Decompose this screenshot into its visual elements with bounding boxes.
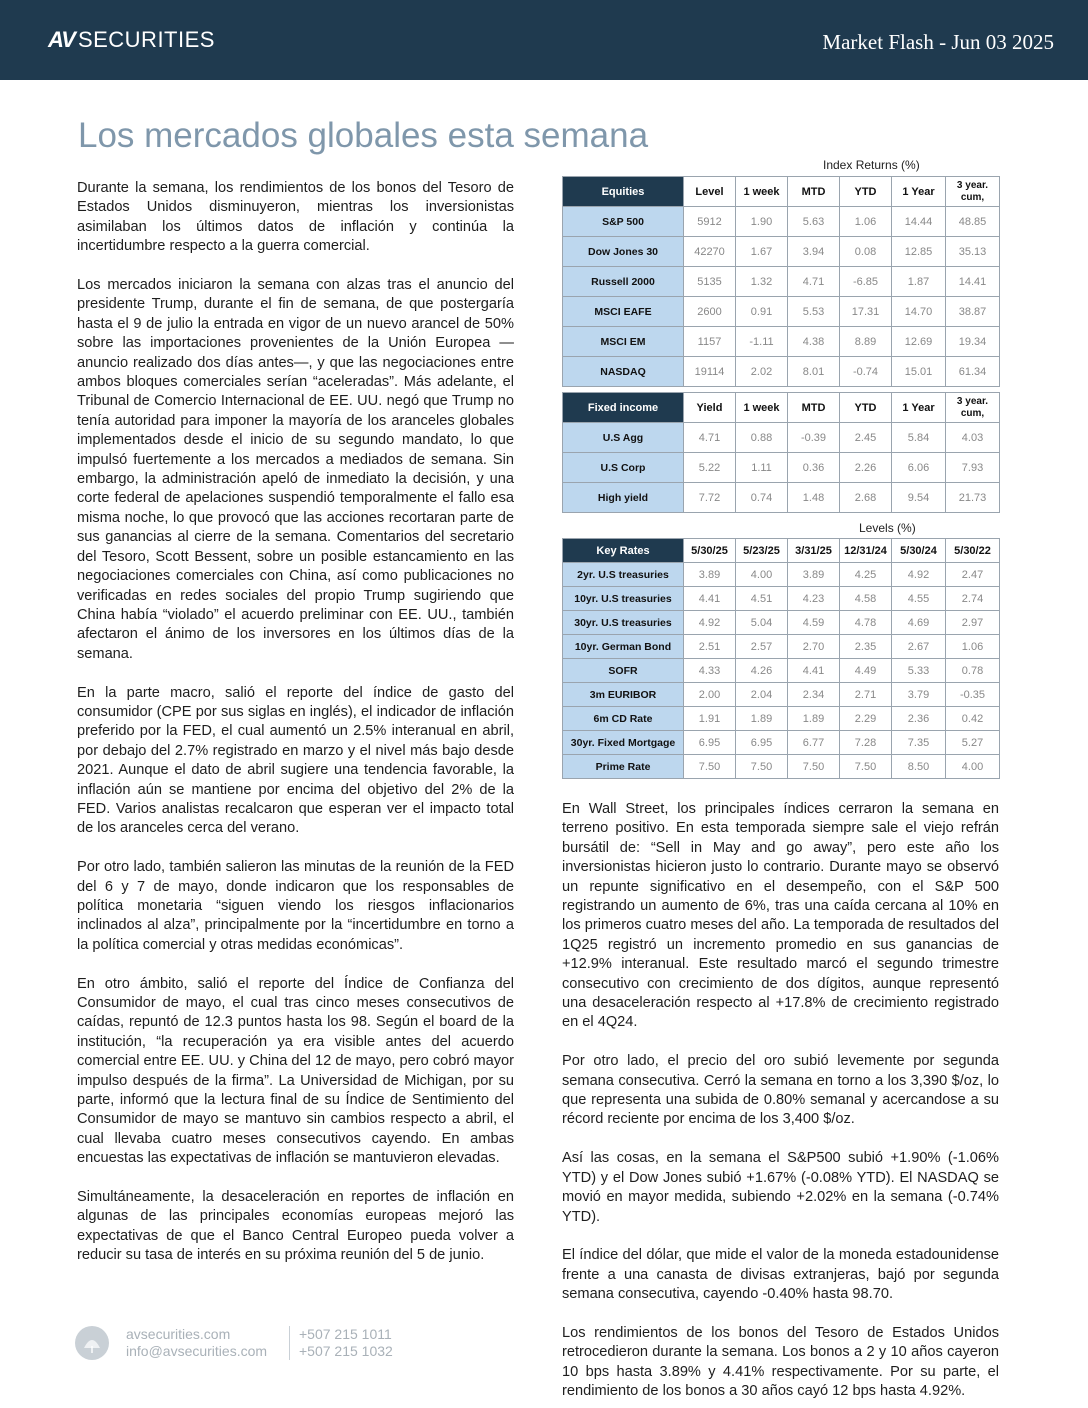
value-cell: 19.34 bbox=[946, 327, 1000, 357]
value-cell: 5.33 bbox=[892, 659, 946, 683]
page-title: Los mercados globales esta semana bbox=[78, 116, 649, 155]
table-row bbox=[563, 483, 1000, 513]
logo-mark: AV bbox=[48, 27, 75, 52]
value-cell: 5912 bbox=[684, 207, 736, 237]
row-label-cell: 10yr. German Bond bbox=[563, 635, 684, 659]
value-cell: 2.34 bbox=[788, 683, 840, 707]
table-row bbox=[563, 327, 1000, 357]
left-text-column bbox=[77, 179, 514, 1285]
value-cell: 6.95 bbox=[736, 731, 788, 755]
value-cell: 2600 bbox=[684, 297, 736, 327]
row-label-cell: 3m EURIBOR bbox=[563, 683, 684, 707]
value-cell: 5135 bbox=[684, 267, 736, 297]
row-label-cell: 6m CD Rate bbox=[563, 707, 684, 731]
row-label-cell: 30yr. U.S treasuries bbox=[563, 611, 684, 635]
value-cell: 5.63 bbox=[788, 207, 840, 237]
value-cell: 0.08 bbox=[840, 237, 892, 267]
table-header-cell: 12/31/24 bbox=[840, 539, 892, 563]
right-text-column bbox=[562, 800, 999, 1408]
value-cell: 42270 bbox=[684, 237, 736, 267]
paragraph: Simultáneamente, la desaceleración en reportes de inflación en algunas de las principales economías europeas mejoró las expectativas de que el Banco Central Europeo pueda volver a reducir su tasa de interés en su próxima reunión del 5 de junio. bbox=[77, 1189, 514, 1264]
value-cell: 4.49 bbox=[840, 659, 892, 683]
value-cell: 4.03 bbox=[946, 423, 1000, 453]
index-returns-caption: Index Returns (%) bbox=[823, 158, 920, 172]
value-cell: 2.57 bbox=[736, 635, 788, 659]
value-cell: 5.53 bbox=[788, 297, 840, 327]
value-cell: 2.74 bbox=[946, 587, 1000, 611]
table-header-cell: 1 Year bbox=[892, 177, 946, 207]
value-cell: 21.73 bbox=[946, 483, 1000, 513]
table-row bbox=[563, 297, 1000, 327]
paragraph: Por otro lado, también salieron las minutas de la reunión de la FED del 6 y 7 de mayo, donde indicaron que los responsables de política monetaria “siguen viendo los riesgos inflacionarios inclinados al alza”, principalmente por la “incertidumbre en torno a la política comercial y otras medidas económicas”. bbox=[77, 859, 514, 953]
row-label-cell: 2yr. U.S treasuries bbox=[563, 563, 684, 587]
value-cell: 1.32 bbox=[736, 267, 788, 297]
table-header-cell: 1 week bbox=[736, 177, 788, 207]
value-cell: 7.50 bbox=[840, 755, 892, 779]
footer-divider bbox=[289, 1326, 290, 1360]
footer-logo-icon bbox=[75, 1326, 109, 1360]
value-cell: 7.72 bbox=[684, 483, 736, 513]
value-cell: 8.01 bbox=[788, 357, 840, 387]
value-cell: 0.91 bbox=[736, 297, 788, 327]
table-row bbox=[563, 611, 1000, 635]
table-row bbox=[563, 659, 1000, 683]
footer-contact-web bbox=[126, 1326, 267, 1360]
paragraph: El índice del dólar, que mide el valor de la moneda estadounidense frente a una canasta de divisas extranjeras, bajó por segunda semana consecutiva, cayendo -0.40% hasta 98.70. bbox=[562, 1247, 999, 1303]
table-row bbox=[563, 423, 1000, 453]
table-header-cell: MTD bbox=[788, 393, 840, 423]
value-cell: 14.44 bbox=[892, 207, 946, 237]
table-header-cell: 1 week bbox=[736, 393, 788, 423]
value-cell: 0.88 bbox=[736, 423, 788, 453]
paragraph: En otro ámbito, salió el reporte del Índice de Confianza del Consumidor de mayo, el cual tras cinco meses consecutivos de caídas, repuntó de 12.3 puntos hasta los 98. Según el board de la institución, “la recuperación ya era visible antes del acuerdo comercial entre EE. UU. y China del 12 de mayo, pero cobró mayor impulso después de la firma”. La Universidad de Michigan, por su parte, informó que la lectura final de su Índice de Sentimiento del Consumidor de mayo se mantuvo sin cambios respecto a abril, el cual llevaba cuatro meses consecutivos cayendo. En ambas encuestas las expectativas de inflación se mantuvieron elevadas. bbox=[77, 975, 514, 1167]
value-cell: 2.04 bbox=[736, 683, 788, 707]
header-bar bbox=[0, 0, 1088, 80]
value-cell: 2.68 bbox=[840, 483, 892, 513]
value-cell: 14.70 bbox=[892, 297, 946, 327]
table-header-cell: 5/30/22 bbox=[946, 539, 1000, 563]
table-header-cell: Yield bbox=[684, 393, 736, 423]
table-header-cell: 3/31/25 bbox=[788, 539, 840, 563]
value-cell: 4.41 bbox=[684, 587, 736, 611]
value-cell: 7.50 bbox=[684, 755, 736, 779]
value-cell: 4.92 bbox=[684, 611, 736, 635]
value-cell: 8.50 bbox=[892, 755, 946, 779]
value-cell: 4.51 bbox=[736, 587, 788, 611]
value-cell: 1.11 bbox=[736, 453, 788, 483]
row-label-cell: 30yr. Fixed Mortgage bbox=[563, 731, 684, 755]
value-cell: 35.13 bbox=[946, 237, 1000, 267]
table-header-cell: 5/30/24 bbox=[892, 539, 946, 563]
value-cell: 1.06 bbox=[840, 207, 892, 237]
footer-contact-phone bbox=[299, 1326, 393, 1360]
table-header-cell: Level bbox=[684, 177, 736, 207]
value-cell: 4.33 bbox=[684, 659, 736, 683]
value-cell: 0.78 bbox=[946, 659, 1000, 683]
table-row bbox=[563, 267, 1000, 297]
value-cell: 4.78 bbox=[840, 611, 892, 635]
value-cell: 4.55 bbox=[892, 587, 946, 611]
table-row bbox=[563, 707, 1000, 731]
value-cell: 1.91 bbox=[684, 707, 736, 731]
value-cell: -6.85 bbox=[840, 267, 892, 297]
value-cell: 2.26 bbox=[840, 453, 892, 483]
value-cell: 1.67 bbox=[736, 237, 788, 267]
value-cell: 2.70 bbox=[788, 635, 840, 659]
value-cell: 4.25 bbox=[840, 563, 892, 587]
row-label-cell: NASDAQ bbox=[563, 357, 684, 387]
value-cell: 14.41 bbox=[946, 267, 1000, 297]
table-header-cell: 3 year. cum, bbox=[946, 393, 1000, 423]
value-cell: 4.41 bbox=[788, 659, 840, 683]
row-label-cell: 10yr. U.S treasuries bbox=[563, 587, 684, 611]
value-cell: 2.47 bbox=[946, 563, 1000, 587]
levels-caption: Levels (%) bbox=[859, 521, 916, 535]
value-cell: 15.01 bbox=[892, 357, 946, 387]
value-cell: 3.89 bbox=[788, 563, 840, 587]
table-row bbox=[563, 755, 1000, 779]
value-cell: -1.11 bbox=[736, 327, 788, 357]
value-cell: 1.89 bbox=[736, 707, 788, 731]
table-header-cell: 1 Year bbox=[892, 393, 946, 423]
value-cell: 3.89 bbox=[684, 563, 736, 587]
value-cell: 3.79 bbox=[892, 683, 946, 707]
value-cell: 7.35 bbox=[892, 731, 946, 755]
value-cell: 1157 bbox=[684, 327, 736, 357]
tree-icon bbox=[75, 1326, 109, 1360]
table-row bbox=[563, 453, 1000, 483]
value-cell: 7.93 bbox=[946, 453, 1000, 483]
table-row bbox=[563, 635, 1000, 659]
paragraph: En Wall Street, los principales índices cerraron la semana en terreno positivo. En esta temporada siempre sale el viejo refrán bursátil de: “Sell in May and go away”, pero este año los inversionistas hicieron justo lo contrario. Durante mayo se observó un repunte significativo en el desempeño, con el S&P 500 registrando un aumento de 6%, tras una caída cercana al 10% en los primeros cuatro meses del año. La temporada de resultados del 1Q25 registró un incremento promedio en sus ganancias de +12.9% interanual. Este resultado marcó el segundo trimestre consecutivo con crecimiento de dos dígitos, aunque representó una desaceleración respecto al +17.8% de crecimiento registrado en el 4Q24. bbox=[562, 801, 999, 1031]
value-cell: 4.00 bbox=[946, 755, 1000, 779]
value-cell: 5.84 bbox=[892, 423, 946, 453]
equities-table bbox=[562, 176, 1000, 387]
paragraph: Durante la semana, los rendimientos de los bonos del Tesoro de Estados Unidos disminuyeron, mientras los inversionistas asimilaban los últimos datos de inflación y continúa la incertidumbre respecto a la guerra comercial. bbox=[77, 180, 514, 255]
value-cell: 4.26 bbox=[736, 659, 788, 683]
table-header-cell: 5/23/25 bbox=[736, 539, 788, 563]
value-cell: 3.94 bbox=[788, 237, 840, 267]
logo-text: SECURITIES bbox=[77, 27, 215, 52]
table-row bbox=[563, 587, 1000, 611]
table-row bbox=[563, 207, 1000, 237]
value-cell: 2.51 bbox=[684, 635, 736, 659]
value-cell: 9.54 bbox=[892, 483, 946, 513]
value-cell: 7.50 bbox=[736, 755, 788, 779]
table-header-cell: 3 year. cum, bbox=[946, 177, 1000, 207]
value-cell: 2.00 bbox=[684, 683, 736, 707]
value-cell: 1.87 bbox=[892, 267, 946, 297]
table-row bbox=[563, 563, 1000, 587]
footer-email-link[interactable]: info@avsecurities.com bbox=[126, 1343, 268, 1359]
value-cell: 1.48 bbox=[788, 483, 840, 513]
fixed-income-table bbox=[562, 392, 1000, 513]
value-cell: 6.77 bbox=[788, 731, 840, 755]
value-cell: -0.35 bbox=[946, 683, 1000, 707]
paragraph: Por otro lado, el precio del oro subió levemente por segunda semana consecutiva. Cerró la semana en torno a los 3,390 $/oz, lo que representa una subida de 0.80% semanal y acercandose a su récord reciente por encima de los 3,400 $/oz. bbox=[562, 1053, 999, 1128]
value-cell: 4.58 bbox=[840, 587, 892, 611]
table-header-cell: Equities bbox=[563, 177, 684, 207]
table-header-cell: 5/30/25 bbox=[684, 539, 736, 563]
value-cell: 2.45 bbox=[840, 423, 892, 453]
table-header-cell: Key Rates bbox=[563, 539, 684, 563]
value-cell: 4.59 bbox=[788, 611, 840, 635]
table-header-cell: YTD bbox=[840, 177, 892, 207]
table-row bbox=[563, 683, 1000, 707]
value-cell: 1.90 bbox=[736, 207, 788, 237]
value-cell: 2.71 bbox=[840, 683, 892, 707]
value-cell: 2.97 bbox=[946, 611, 1000, 635]
value-cell: 2.35 bbox=[840, 635, 892, 659]
market-flash-date: Market Flash - Jun 03 2025 bbox=[822, 30, 1054, 54]
table-row bbox=[563, 237, 1000, 267]
value-cell: -0.74 bbox=[840, 357, 892, 387]
paragraph: Los rendimientos de los bonos del Tesoro de Estados Unidos retrocedieron durante la semana. Los bonos a 2 y 10 años cayeron 10 bps hasta 3.89% y 4.41% respectivamente. Por su parte, el rendimiento de los bonos a 30 años cayó 12 bps hasta 4.92%. bbox=[562, 1324, 999, 1400]
paragraph: En la parte macro, salió el reporte del índice de gasto del consumidor (CPE por sus siglas en inglés), el indicador de inflación preferido por la FED, el cual aumentó un 2.5% interanual en abril, por debajo del 2.7% registrado en marzo y el nivel más bajo desde 2021. Aunque el dato de abril sugiere una tendencia favorable, la inflación aún se mantiene por encima del objetivo del 2% de la FED. Varios analistas recalcaron que esperan ver el impacto total de los aranceles cerca del verano. bbox=[77, 684, 514, 837]
table-row bbox=[563, 357, 1000, 387]
value-cell: 0.42 bbox=[946, 707, 1000, 731]
table-header-cell: YTD bbox=[840, 393, 892, 423]
row-label-cell: Russell 2000 bbox=[563, 267, 684, 297]
value-cell: 2.02 bbox=[736, 357, 788, 387]
value-cell: 5.27 bbox=[946, 731, 1000, 755]
value-cell: 0.36 bbox=[788, 453, 840, 483]
company-logo bbox=[48, 27, 215, 53]
value-cell: 4.23 bbox=[788, 587, 840, 611]
footer-phone-2: +507 215 1032 bbox=[299, 1343, 393, 1359]
value-cell: 12.85 bbox=[892, 237, 946, 267]
value-cell: 4.38 bbox=[788, 327, 840, 357]
value-cell: 6.06 bbox=[892, 453, 946, 483]
key-rates-table bbox=[562, 538, 1000, 779]
value-cell: 2.67 bbox=[892, 635, 946, 659]
value-cell: 1.89 bbox=[788, 707, 840, 731]
value-cell: 5.04 bbox=[736, 611, 788, 635]
value-cell: 0.74 bbox=[736, 483, 788, 513]
value-cell: 7.50 bbox=[788, 755, 840, 779]
row-label-cell: S&P 500 bbox=[563, 207, 684, 237]
value-cell: 12.69 bbox=[892, 327, 946, 357]
table-header-cell: Fixed income bbox=[563, 393, 684, 423]
value-cell: 2.29 bbox=[840, 707, 892, 731]
row-label-cell: Dow Jones 30 bbox=[563, 237, 684, 267]
row-label-cell: MSCI EAFE bbox=[563, 297, 684, 327]
value-cell: 8.89 bbox=[840, 327, 892, 357]
value-cell: 17.31 bbox=[840, 297, 892, 327]
value-cell: 5.22 bbox=[684, 453, 736, 483]
value-cell: 1.06 bbox=[946, 635, 1000, 659]
row-label-cell: U.S Corp bbox=[563, 453, 684, 483]
value-cell: 2.36 bbox=[892, 707, 946, 731]
row-label-cell: MSCI EM bbox=[563, 327, 684, 357]
value-cell: 61.34 bbox=[946, 357, 1000, 387]
value-cell: 4.69 bbox=[892, 611, 946, 635]
row-label-cell: High yield bbox=[563, 483, 684, 513]
key-rates-header-row bbox=[563, 539, 1000, 563]
paragraph: Así las cosas, en la semana el S&P500 subió +1.90% (-1.06% YTD) y el Dow Jones subió +1.67% (-0.08% YTD). El NASDAQ se movió en mayor medida, subiendo +2.02% en la semana (-0.74% YTD). bbox=[562, 1150, 999, 1225]
value-cell: 19114 bbox=[684, 357, 736, 387]
fixed-income-header-row bbox=[563, 393, 1000, 423]
value-cell: 48.85 bbox=[946, 207, 1000, 237]
value-cell: 4.71 bbox=[788, 267, 840, 297]
row-label-cell: U.S Agg bbox=[563, 423, 684, 453]
row-label-cell: Prime Rate bbox=[563, 755, 684, 779]
value-cell: 7.28 bbox=[840, 731, 892, 755]
table-header-cell: MTD bbox=[788, 177, 840, 207]
value-cell: 4.00 bbox=[736, 563, 788, 587]
footer-website-link[interactable]: avsecurities.com bbox=[126, 1326, 231, 1342]
value-cell: -0.39 bbox=[788, 423, 840, 453]
value-cell: 38.87 bbox=[946, 297, 1000, 327]
equities-header-row bbox=[563, 177, 1000, 207]
table-row bbox=[563, 731, 1000, 755]
footer-phone-1: +507 215 1011 bbox=[299, 1326, 392, 1342]
paragraph: Los mercados iniciaron la semana con alzas tras el anuncio del presidente Trump, durante el fin de semana, de que postergaría hasta el 9 de julio la entrada en vigor de un nuevo arancel de 50% sobre las importaciones provenientes de la Unión Europea —anuncio realizado dos días antes—, y que las negociaciones entre ambos bloques comerciales serían “aceleradas”. Más adelante, el Tribunal de Comercio Internacional de EE. UU. negó que Trump no tenía autoridad para imponer la mayoría de los aranceles globales implementados desde el inicio de su segundo mandato, lo que impulsó fuertemente a los mercados a mediados de semana. Sin embargo, la administración apeló de inmediato la decisión, y una corte federal de apelaciones suspendió temporalmente el fallo esa misma noche, lo que provocó que las acciones recortaran parte de sus ganancias al cierre de la semana. Comentarios del secretario del Tesoro, Scott Bessent, sobre un posible estancamiento en las negociaciones comerciales con China, así como publicaciones no verificadas en redes sociales del propio Trump sugiriendo que China había “violado” el acuerdo preliminar con EE. UU., también afectaron el ánimo de los inversores en los últimos días de la semana. bbox=[77, 277, 514, 662]
value-cell: 4.71 bbox=[684, 423, 736, 453]
value-cell: 6.95 bbox=[684, 731, 736, 755]
value-cell: 4.92 bbox=[892, 563, 946, 587]
row-label-cell: SOFR bbox=[563, 659, 684, 683]
